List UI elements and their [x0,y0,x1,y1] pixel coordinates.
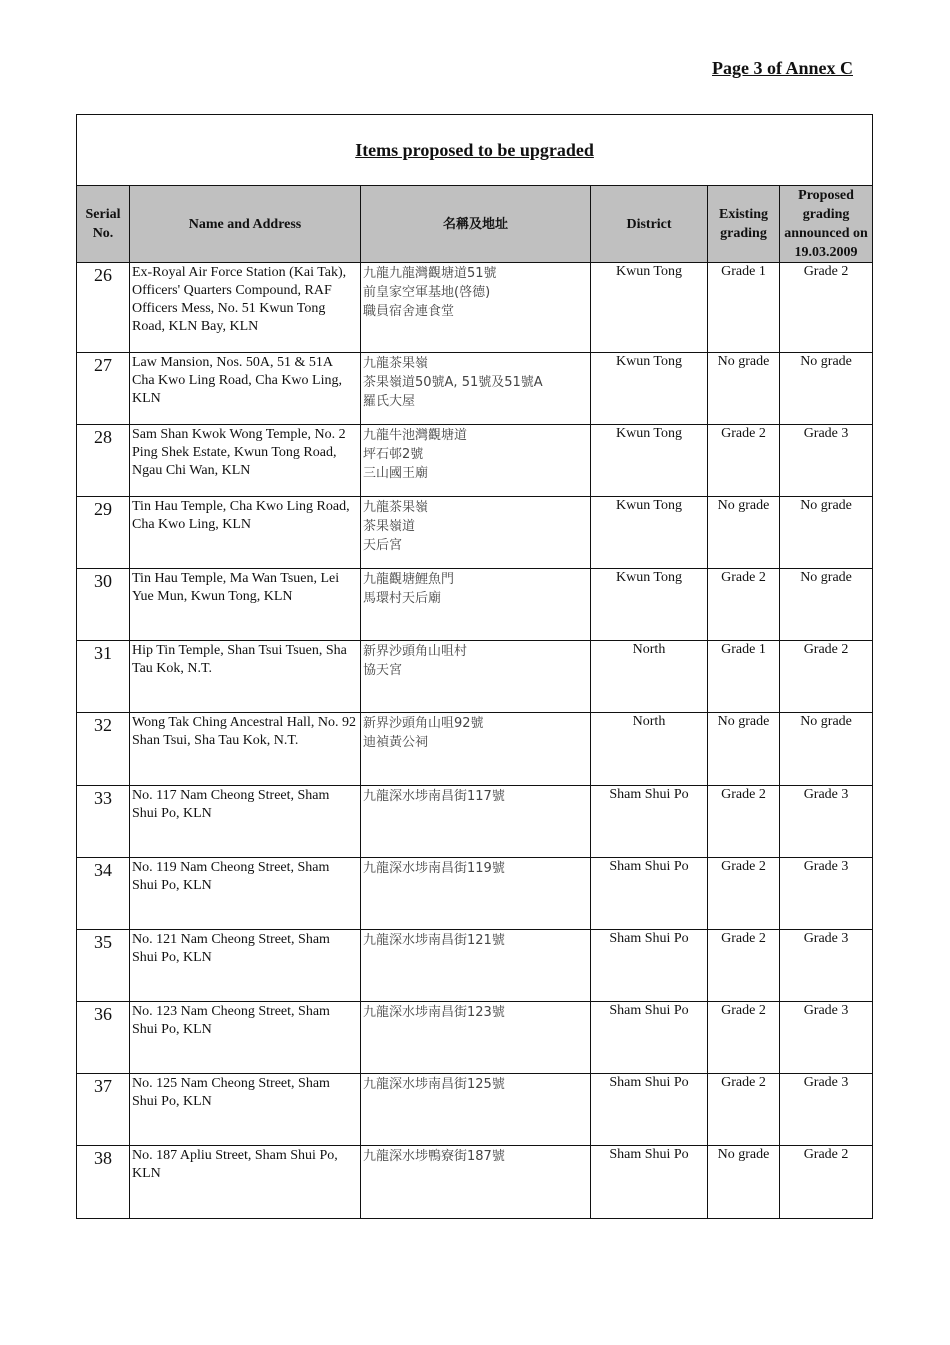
chinese-name-line: 九龍茶果嶺 [363,356,429,371]
chinese-name-cell [361,353,591,425]
chinese-name-line: 前皇家空軍基地(啓德) [363,285,491,300]
serial-no-cell: 27 [77,353,130,425]
existing-grading-cell: No grade [708,497,780,569]
existing-grading-cell: No grade [708,353,780,425]
chinese-name-cell [361,858,591,930]
chinese-name-cell [361,497,591,569]
chinese-name-line: 羅氏大屋 [363,394,416,409]
table-row [77,1002,873,1074]
name-address-cell: No. 119 Nam Cheong Street, Sham Shui Po, KLN [130,858,361,930]
chinese-name-cell [361,641,591,713]
serial-no-cell: 32 [77,713,130,786]
table-row [77,786,873,858]
existing-grading-cell: Grade 1 [708,263,780,353]
header-serial-line1: Serial [85,207,121,222]
name-address-cell: No. 117 Nam Cheong Street, Sham Shui Po, KLN [130,786,361,858]
page-reference: Page 3 of Annex C [712,58,853,78]
existing-grading-cell: No grade [708,713,780,786]
proposed-grading-cell: No grade [780,353,873,425]
table-row [77,713,873,786]
chinese-name-cell [361,569,591,641]
district-cell: Kwun Tong [591,263,708,353]
chinese-name-line: 坪石邨2號 [363,447,424,462]
chinese-name-cell [361,713,591,786]
proposed-grading-cell: Grade 2 [780,641,873,713]
district-cell: Sham Shui Po [591,1146,708,1219]
table-row [77,641,873,713]
chinese-name-cell [361,1074,591,1146]
header-name-address: Name and Address [130,186,361,263]
existing-grading-cell: Grade 2 [708,930,780,1002]
table-row [77,425,873,497]
proposed-grading-cell: No grade [780,713,873,786]
chinese-name-line: 九龍牛池灣觀塘道 [363,428,468,443]
name-address-cell: Tin Hau Temple, Ma Wan Tsuen, Lei Yue Mun, Kwun Tong, KLN [130,569,361,641]
existing-grading-cell: Grade 2 [708,786,780,858]
proposed-grading-cell: Grade 3 [780,930,873,1002]
district-cell: Sham Shui Po [591,858,708,930]
header-proposed [780,186,873,263]
table-row [77,1074,873,1146]
name-address-cell: No. 121 Nam Cheong Street, Sham Shui Po, KLN [130,930,361,1002]
header-proposed-line1: Proposed [798,188,854,203]
name-address-cell: No. 123 Nam Cheong Street, Sham Shui Po, KLN [130,1002,361,1074]
existing-grading-cell: Grade 2 [708,1002,780,1074]
serial-no-cell: 37 [77,1074,130,1146]
header-chinese: 名稱及地址 [361,186,591,263]
existing-grading-cell: No grade [708,1146,780,1219]
name-address-cell: Law Mansion, Nos. 50A, 51 & 51A Cha Kwo Ling Road, Cha Kwo Ling, KLN [130,353,361,425]
chinese-name-line: 九龍九龍灣觀塘道51號 [363,266,497,281]
header-district: District [591,186,708,263]
serial-no-cell: 26 [77,263,130,353]
name-address-cell: No. 187 Apliu Street, Sham Shui Po, KLN [130,1146,361,1219]
existing-grading-cell: Grade 2 [708,569,780,641]
existing-grading-cell: Grade 2 [708,1074,780,1146]
chinese-name-line: 協天宮 [363,663,403,678]
district-cell: Kwun Tong [591,425,708,497]
serial-no-cell: 33 [77,786,130,858]
name-address-cell: Hip Tin Temple, Shan Tsui Tsuen, Sha Tau Kok, N.T. [130,641,361,713]
district-cell: Kwun Tong [591,497,708,569]
header-existing-line2: grading [720,226,767,241]
proposed-grading-cell: Grade 2 [780,1146,873,1219]
district-cell: Sham Shui Po [591,1002,708,1074]
chinese-name-line: 九龍深水埗南昌街121號 [363,933,505,948]
upgrade-items-table [76,114,873,1219]
header-proposed-line3: announced on [784,226,868,241]
table-row [77,1146,873,1219]
header-proposed-line4: 19.03.2009 [794,245,858,260]
chinese-name-line: 新界沙頭角山咀92號 [363,716,484,731]
district-cell: Sham Shui Po [591,1074,708,1146]
proposed-grading-cell: Grade 3 [780,858,873,930]
chinese-name-cell [361,425,591,497]
chinese-name-cell [361,1002,591,1074]
serial-no-cell: 35 [77,930,130,1002]
name-address-cell: Ex-Royal Air Force Station (Kai Tak), Officers' Quarters Compound, RAF Officers Mess, No. 51 Kwun Tong Road, KLN Bay, KLN [130,263,361,353]
serial-no-cell: 38 [77,1146,130,1219]
existing-grading-cell: Grade 2 [708,425,780,497]
chinese-name-line: 九龍深水埗南昌街125號 [363,1077,505,1092]
chinese-name-cell [361,786,591,858]
chinese-name-cell [361,930,591,1002]
existing-grading-cell: Grade 2 [708,858,780,930]
table-row [77,353,873,425]
chinese-name-line: 九龍茶果嶺 [363,500,429,515]
table-body [77,263,873,1219]
chinese-name-cell [361,1146,591,1219]
proposed-grading-cell: Grade 2 [780,263,873,353]
table-row [77,263,873,353]
name-address-cell: Tin Hau Temple, Cha Kwo Ling Road, Cha Kwo Ling, KLN [130,497,361,569]
chinese-name-line: 新界沙頭角山咀村 [363,644,468,659]
existing-grading-cell: Grade 1 [708,641,780,713]
serial-no-cell: 36 [77,1002,130,1074]
proposed-grading-cell: Grade 3 [780,1002,873,1074]
chinese-name-cell [361,263,591,353]
district-cell: North [591,713,708,786]
name-address-cell: Sam Shan Kwok Wong Temple, No. 2 Ping Shek Estate, Kwun Tong Road, Ngau Chi Wan, KLN [130,425,361,497]
table-title-cell [77,115,873,186]
chinese-name-line: 三山國王廟 [363,466,429,481]
district-cell: Sham Shui Po [591,786,708,858]
table-title: Items proposed to be upgraded [355,139,594,160]
proposed-grading-cell: Grade 3 [780,786,873,858]
header-existing-line1: Existing [718,207,768,222]
chinese-name-line: 九龍深水埗南昌街123號 [363,1005,505,1020]
table-row [77,858,873,930]
chinese-name-line: 茶果嶺道 [363,519,416,534]
serial-no-cell: 30 [77,569,130,641]
proposed-grading-cell: No grade [780,569,873,641]
district-cell: Kwun Tong [591,569,708,641]
proposed-grading-cell: No grade [780,497,873,569]
table-row [77,569,873,641]
name-address-cell: No. 125 Nam Cheong Street, Sham Shui Po, KLN [130,1074,361,1146]
chinese-name-line: 馬環村天后廟 [363,591,442,606]
chinese-name-line: 天后宮 [363,538,403,553]
header-serial-line2: No. [92,226,114,241]
district-cell: Sham Shui Po [591,930,708,1002]
serial-no-cell: 31 [77,641,130,713]
chinese-name-line: 九龍深水埗鴨寮街187號 [363,1149,505,1164]
serial-no-cell: 28 [77,425,130,497]
table-row [77,497,873,569]
chinese-name-line: 職員宿舍連食堂 [363,304,455,319]
serial-no-cell: 34 [77,858,130,930]
table-row [77,930,873,1002]
chinese-name-line: 九龍觀塘鯉魚門 [363,572,455,587]
chinese-name-line: 九龍深水埗南昌街117號 [363,789,505,804]
serial-no-cell: 29 [77,497,130,569]
name-address-cell: Wong Tak Ching Ancestral Hall, No. 92 Shan Tsui, Sha Tau Kok, N.T. [130,713,361,786]
district-cell: Kwun Tong [591,353,708,425]
chinese-name-line: 九龍深水埗南昌街119號 [363,861,505,876]
district-cell: North [591,641,708,713]
header-row [77,186,873,263]
header-existing [708,186,780,263]
header-serial [77,186,130,263]
chinese-name-line: 茶果嶺道50號A, 51號及51號A [363,375,543,390]
proposed-grading-cell: Grade 3 [780,425,873,497]
chinese-name-line: 迪禎黃公祠 [363,735,429,750]
proposed-grading-cell: Grade 3 [780,1074,873,1146]
header-proposed-line2: grading [802,207,850,222]
